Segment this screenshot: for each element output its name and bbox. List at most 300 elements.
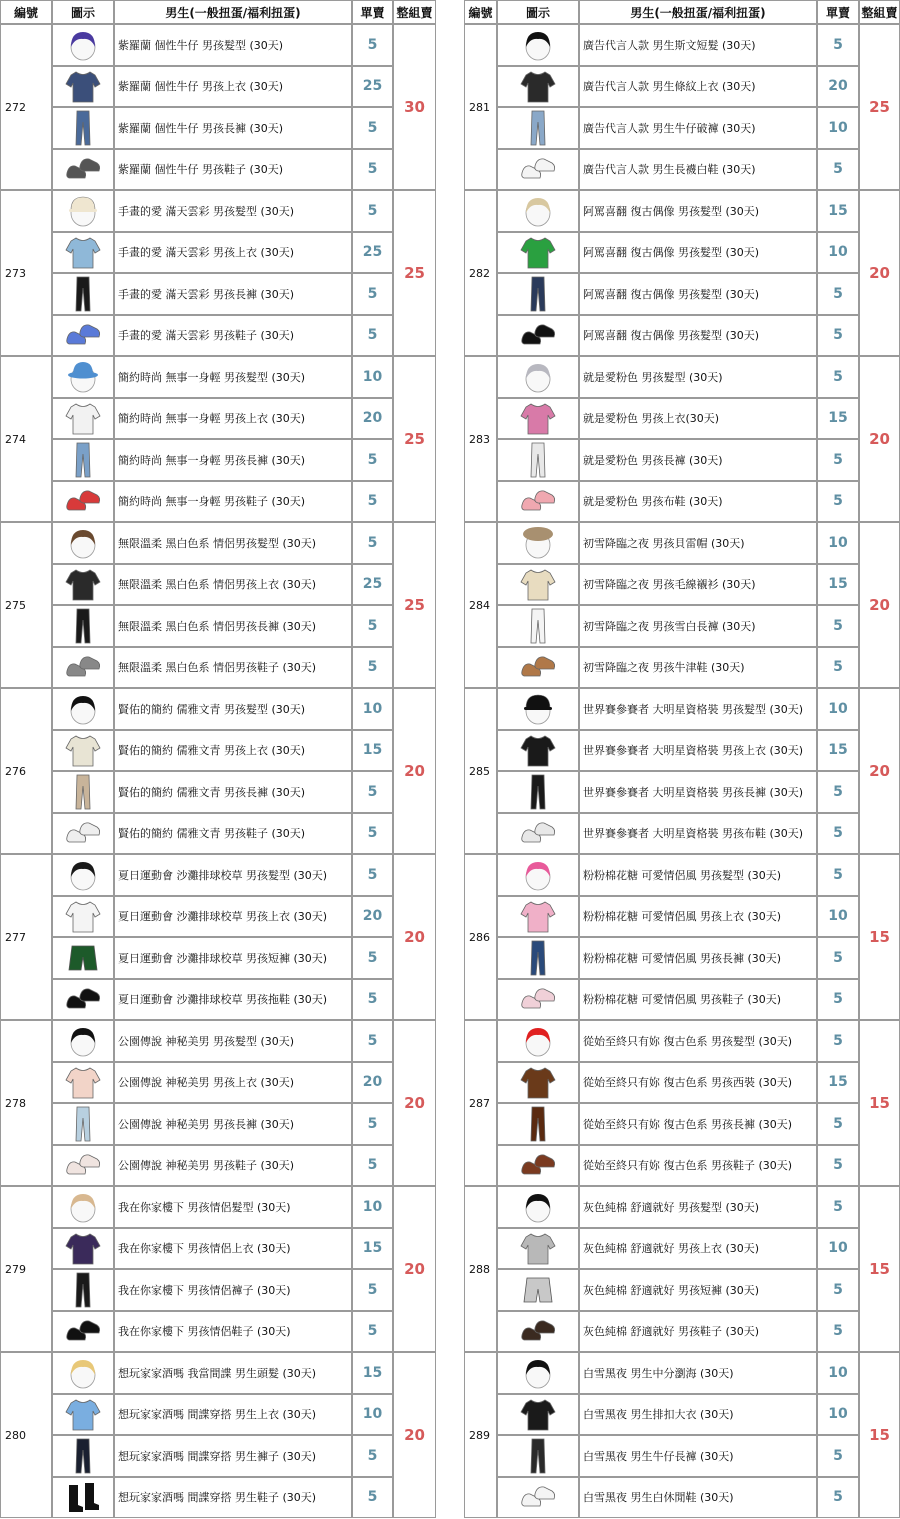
item-name: 公園傳說 神秘美男 男孩鞋子 (30天) bbox=[114, 1145, 352, 1187]
unit-price: 5 bbox=[352, 1145, 393, 1187]
unit-price: 5 bbox=[352, 647, 393, 689]
column-header-image: 圖示 bbox=[52, 0, 114, 24]
unit-price: 10 bbox=[817, 688, 859, 730]
shoes-icon bbox=[518, 979, 558, 1019]
item-name: 從始至終只有妳 復古色系 男孩長褲 (30天) bbox=[579, 1103, 817, 1145]
item-name: 賢佑的簡約 儒雅文青 男孩長褲 (30天) bbox=[114, 771, 352, 813]
pants-icon bbox=[518, 938, 558, 978]
column-header-name: 男生(一般扭蛋/福利扭蛋) bbox=[114, 0, 352, 24]
unit-price: 5 bbox=[352, 771, 393, 813]
item-image bbox=[52, 66, 114, 108]
unit-price: 5 bbox=[817, 1145, 859, 1187]
unit-price: 15 bbox=[352, 730, 393, 772]
hair-icon bbox=[518, 25, 558, 65]
pants-icon bbox=[63, 274, 103, 314]
shoes-icon bbox=[63, 1145, 103, 1185]
item-image bbox=[497, 1435, 579, 1477]
item-name: 灰色純棉 舒適就好 男孩短褲 (30天) bbox=[579, 1269, 817, 1311]
shirt-icon bbox=[63, 564, 103, 604]
unit-price: 15 bbox=[352, 1352, 393, 1394]
unit-price: 5 bbox=[352, 1311, 393, 1353]
bundle-price: 25 bbox=[859, 24, 900, 190]
bundle-price: 20 bbox=[859, 522, 900, 688]
set-id: 276 bbox=[0, 688, 52, 854]
item-name: 紫羅蘭 個性牛仔 男孩鞋子 (30天) bbox=[114, 149, 352, 191]
item-image bbox=[52, 771, 114, 813]
item-name: 簡約時尚 無事一身輕 男孩長褲 (30天) bbox=[114, 439, 352, 481]
item-image bbox=[52, 1103, 114, 1145]
item-name: 手畫的愛 滿天雲彩 男孩鞋子 (30天) bbox=[114, 315, 352, 357]
shirt-icon bbox=[518, 398, 558, 438]
item-name: 賢佑的簡約 儒雅文青 男孩鞋子 (30天) bbox=[114, 813, 352, 855]
shirt-icon bbox=[518, 66, 558, 106]
column-header-id: 編號 bbox=[0, 0, 52, 24]
set-id: 277 bbox=[0, 854, 52, 1020]
item-name: 粉粉棉花糖 可愛情侶風 男孩鞋子 (30天) bbox=[579, 979, 817, 1021]
item-name: 無限溫柔 黑白色系 情侶男孩上衣 (30天) bbox=[114, 564, 352, 606]
column-header-name: 男生(一般扭蛋/福利扭蛋) bbox=[579, 0, 817, 24]
shoes-icon bbox=[63, 979, 103, 1019]
bundle-price: 25 bbox=[393, 522, 436, 688]
unit-price: 5 bbox=[352, 854, 393, 896]
item-image bbox=[52, 1145, 114, 1187]
unit-price: 5 bbox=[817, 813, 859, 855]
item-name: 就是愛粉色 男孩長褲 (30天) bbox=[579, 439, 817, 481]
item-image bbox=[497, 1228, 579, 1270]
unit-price: 10 bbox=[817, 896, 859, 938]
set-id: 273 bbox=[0, 190, 52, 356]
hair-icon bbox=[518, 855, 558, 895]
pants-icon bbox=[518, 1436, 558, 1476]
unit-price: 5 bbox=[817, 273, 859, 315]
item-image bbox=[52, 1062, 114, 1104]
item-name: 無限溫柔 黑白色系 情侶男孩長褲 (30天) bbox=[114, 605, 352, 647]
unit-price: 5 bbox=[817, 937, 859, 979]
shorts-icon bbox=[63, 938, 103, 978]
item-name: 阿罵喜翻 復古偶像 男孩髮型 (30天) bbox=[579, 315, 817, 357]
item-name: 簡約時尚 無事一身輕 男孩髮型 (30天) bbox=[114, 356, 352, 398]
hair-icon bbox=[63, 1353, 103, 1393]
unit-price: 10 bbox=[352, 1394, 393, 1436]
item-name: 夏日運動會 沙灘排球校草 男孩髮型 (30天) bbox=[114, 854, 352, 896]
item-image bbox=[497, 854, 579, 896]
unit-price: 10 bbox=[817, 107, 859, 149]
item-image bbox=[497, 1145, 579, 1187]
pants-icon bbox=[63, 1104, 103, 1144]
shirt-icon bbox=[518, 896, 558, 936]
set-id: 274 bbox=[0, 356, 52, 522]
item-name: 廣告代言人款 男生條紋上衣 (30天) bbox=[579, 66, 817, 108]
item-name: 灰色純棉 舒適就好 男孩鞋子 (30天) bbox=[579, 1311, 817, 1353]
item-name: 就是愛粉色 男孩布鞋 (30天) bbox=[579, 481, 817, 523]
item-name: 白雪黑夜 男生排扣大衣 (30天) bbox=[579, 1394, 817, 1436]
item-name: 初雪降臨之夜 男孩毛線襯衫 (30天) bbox=[579, 564, 817, 606]
item-image bbox=[497, 647, 579, 689]
shirt-icon bbox=[63, 1394, 103, 1434]
item-image bbox=[497, 24, 579, 66]
bundle-price: 20 bbox=[393, 1352, 436, 1518]
item-image bbox=[52, 730, 114, 772]
item-image bbox=[497, 937, 579, 979]
unit-price: 25 bbox=[352, 232, 393, 274]
item-name: 我在你家樓下 男孩情侶上衣 (30天) bbox=[114, 1228, 352, 1270]
item-name: 公園傳說 神秘美男 男孩上衣 (30天) bbox=[114, 1062, 352, 1104]
item-image bbox=[52, 937, 114, 979]
item-name: 想玩家家酒嗎 間諜穿搭 男生上衣 (30天) bbox=[114, 1394, 352, 1436]
item-image bbox=[497, 688, 579, 730]
column-header-bundle-price: 整組賣 bbox=[859, 0, 900, 24]
unit-price: 5 bbox=[817, 315, 859, 357]
unit-price: 5 bbox=[352, 439, 393, 481]
item-name: 我在你家樓下 男孩情侶褲子 (30天) bbox=[114, 1269, 352, 1311]
item-name: 紫羅蘭 個性牛仔 男孩髮型 (30天) bbox=[114, 24, 352, 66]
item-image bbox=[52, 1311, 114, 1353]
item-name: 手畫的愛 滿天雲彩 男孩長褲 (30天) bbox=[114, 273, 352, 315]
shirt-icon bbox=[518, 564, 558, 604]
bundle-price: 20 bbox=[859, 356, 900, 522]
unit-price: 5 bbox=[817, 481, 859, 523]
unit-price: 5 bbox=[352, 107, 393, 149]
item-name: 公園傳說 神秘美男 男孩髮型 (30天) bbox=[114, 1020, 352, 1062]
item-image bbox=[497, 315, 579, 357]
unit-price: 5 bbox=[352, 190, 393, 232]
set-id: 285 bbox=[464, 688, 497, 854]
set-id: 284 bbox=[464, 522, 497, 688]
shoes-icon bbox=[63, 315, 103, 355]
item-name: 粉粉棉花糖 可愛情侶風 男孩長褲 (30天) bbox=[579, 937, 817, 979]
item-name: 我在你家樓下 男孩情侶鞋子 (30天) bbox=[114, 1311, 352, 1353]
item-image bbox=[497, 564, 579, 606]
pants-icon bbox=[63, 606, 103, 646]
unit-price: 5 bbox=[817, 1186, 859, 1228]
item-name: 公園傳說 神秘美男 男孩長褲 (30天) bbox=[114, 1103, 352, 1145]
shoes-icon bbox=[518, 481, 558, 521]
hair-icon bbox=[63, 855, 103, 895]
item-image bbox=[52, 24, 114, 66]
unit-price: 15 bbox=[817, 564, 859, 606]
set-id: 283 bbox=[464, 356, 497, 522]
set-id: 275 bbox=[0, 522, 52, 688]
column-header-image: 圖示 bbox=[497, 0, 579, 24]
item-image bbox=[52, 232, 114, 274]
item-name: 世界賽參賽者 大明星資格裝 男孩上衣 (30天) bbox=[579, 730, 817, 772]
bundle-price: 15 bbox=[859, 1352, 900, 1518]
item-name: 夏日運動會 沙灘排球校草 男孩短褲 (30天) bbox=[114, 937, 352, 979]
pants-icon bbox=[518, 274, 558, 314]
item-name: 夏日運動會 沙灘排球校草 男孩拖鞋 (30天) bbox=[114, 979, 352, 1021]
unit-price: 5 bbox=[352, 1103, 393, 1145]
unit-price: 5 bbox=[817, 854, 859, 896]
shoes-icon bbox=[518, 1477, 558, 1517]
item-name: 簡約時尚 無事一身輕 男孩上衣 (30天) bbox=[114, 398, 352, 440]
item-name: 粉粉棉花糖 可愛情侶風 男孩髮型 (30天) bbox=[579, 854, 817, 896]
item-image bbox=[52, 1477, 114, 1519]
item-name: 世界賽參賽者 大明星資格裝 男孩長褲 (30天) bbox=[579, 771, 817, 813]
item-image bbox=[52, 1186, 114, 1228]
bundle-price: 20 bbox=[859, 688, 900, 854]
item-name: 世界賽參賽者 大明星資格裝 男孩髮型 (30天) bbox=[579, 688, 817, 730]
hair-icon bbox=[63, 523, 103, 563]
shoes-icon bbox=[63, 1311, 103, 1351]
pants-icon bbox=[518, 440, 558, 480]
item-name: 我在你家樓下 男孩情侶髮型 (30天) bbox=[114, 1186, 352, 1228]
unit-price: 25 bbox=[352, 564, 393, 606]
column-header-unit-price: 單賣 bbox=[817, 0, 859, 24]
item-image bbox=[497, 439, 579, 481]
pants-icon bbox=[518, 606, 558, 646]
set-id: 281 bbox=[464, 24, 497, 190]
shirt-icon bbox=[63, 896, 103, 936]
item-name: 阿罵喜翻 復古偶像 男孩髮型 (30天) bbox=[579, 190, 817, 232]
shorts-icon bbox=[518, 1270, 558, 1310]
unit-price: 15 bbox=[817, 730, 859, 772]
pants-icon bbox=[518, 108, 558, 148]
set-id: 286 bbox=[464, 854, 497, 1020]
unit-price: 5 bbox=[352, 315, 393, 357]
item-image bbox=[497, 522, 579, 564]
item-name: 阿罵喜翻 復古偶像 男孩髮型 (30天) bbox=[579, 273, 817, 315]
unit-price: 10 bbox=[817, 1228, 859, 1270]
unit-price: 5 bbox=[352, 24, 393, 66]
unit-price: 5 bbox=[352, 1269, 393, 1311]
pants-icon bbox=[518, 1104, 558, 1144]
unit-price: 5 bbox=[352, 813, 393, 855]
hair-icon bbox=[518, 357, 558, 397]
hair-icon bbox=[63, 1187, 103, 1227]
item-image bbox=[52, 398, 114, 440]
set-id: 280 bbox=[0, 1352, 52, 1518]
hair-icon bbox=[518, 1187, 558, 1227]
unit-price: 5 bbox=[352, 1020, 393, 1062]
cap-icon bbox=[63, 191, 103, 231]
item-name: 無限溫柔 黑白色系 情侶男孩髮型 (30天) bbox=[114, 522, 352, 564]
shirt-icon bbox=[518, 730, 558, 770]
item-image bbox=[52, 647, 114, 689]
item-name: 廣告代言人款 男生長襪白鞋 (30天) bbox=[579, 149, 817, 191]
set-id: 289 bbox=[464, 1352, 497, 1518]
item-image bbox=[52, 1020, 114, 1062]
unit-price: 5 bbox=[817, 605, 859, 647]
unit-price: 5 bbox=[352, 522, 393, 564]
shoes-icon bbox=[518, 149, 558, 189]
unit-price: 5 bbox=[817, 1435, 859, 1477]
hair-icon bbox=[63, 25, 103, 65]
unit-price: 15 bbox=[817, 1062, 859, 1104]
unit-price: 5 bbox=[352, 605, 393, 647]
item-image bbox=[497, 1352, 579, 1394]
item-name: 紫羅蘭 個性牛仔 男孩上衣 (30天) bbox=[114, 66, 352, 108]
item-name: 廣告代言人款 男生斯文短髮 (30天) bbox=[579, 24, 817, 66]
shirt-icon bbox=[63, 232, 103, 272]
shirt-icon bbox=[518, 1228, 558, 1268]
shirt-icon bbox=[518, 1394, 558, 1434]
item-name: 就是愛粉色 男孩髮型 (30天) bbox=[579, 356, 817, 398]
item-image bbox=[497, 107, 579, 149]
item-image bbox=[52, 564, 114, 606]
item-image bbox=[52, 1435, 114, 1477]
item-image bbox=[52, 481, 114, 523]
unit-price: 5 bbox=[352, 1477, 393, 1519]
hair-icon bbox=[518, 1353, 558, 1393]
pants-icon bbox=[63, 772, 103, 812]
item-name: 想玩家家酒嗎 我當間諜 男生頭髮 (30天) bbox=[114, 1352, 352, 1394]
unit-price: 5 bbox=[817, 1311, 859, 1353]
unit-price: 10 bbox=[817, 522, 859, 564]
shoes-icon bbox=[63, 149, 103, 189]
item-image bbox=[52, 149, 114, 191]
item-image bbox=[497, 813, 579, 855]
set-id: 288 bbox=[464, 1186, 497, 1352]
item-image bbox=[52, 1269, 114, 1311]
item-name: 阿罵喜翻 復古偶像 男孩髮型 (30天) bbox=[579, 232, 817, 274]
set-id: 279 bbox=[0, 1186, 52, 1352]
shirt-icon bbox=[63, 66, 103, 106]
shirt-icon bbox=[518, 1062, 558, 1102]
shirt-icon bbox=[518, 232, 558, 272]
item-image bbox=[52, 315, 114, 357]
item-name: 世界賽參賽者 大明星資格裝 男孩布鞋 (30天) bbox=[579, 813, 817, 855]
item-name: 從始至終只有妳 復古色系 男孩髮型 (30天) bbox=[579, 1020, 817, 1062]
item-name: 賢佑的簡約 儒雅文青 男孩上衣 (30天) bbox=[114, 730, 352, 772]
set-id: 287 bbox=[464, 1020, 497, 1186]
item-name: 灰色純棉 舒適就好 男孩髮型 (30天) bbox=[579, 1186, 817, 1228]
item-image bbox=[52, 605, 114, 647]
unit-price: 5 bbox=[817, 647, 859, 689]
hair-icon bbox=[63, 689, 103, 729]
item-image bbox=[52, 688, 114, 730]
unit-price: 5 bbox=[352, 1435, 393, 1477]
unit-price: 20 bbox=[352, 896, 393, 938]
item-image bbox=[52, 273, 114, 315]
unit-price: 10 bbox=[817, 1394, 859, 1436]
item-image bbox=[52, 356, 114, 398]
item-image bbox=[52, 1394, 114, 1436]
item-image bbox=[497, 1186, 579, 1228]
item-name: 簡約時尚 無事一身輕 男孩鞋子 (30天) bbox=[114, 481, 352, 523]
unit-price: 15 bbox=[817, 398, 859, 440]
unit-price: 10 bbox=[352, 356, 393, 398]
shoes-icon bbox=[518, 1311, 558, 1351]
shoes-icon bbox=[63, 481, 103, 521]
set-id: 272 bbox=[0, 24, 52, 190]
shoes-icon bbox=[63, 647, 103, 687]
pants-icon bbox=[63, 1436, 103, 1476]
cap-icon bbox=[518, 689, 558, 729]
unit-price: 10 bbox=[352, 1186, 393, 1228]
unit-price: 5 bbox=[352, 273, 393, 315]
unit-price: 5 bbox=[352, 481, 393, 523]
item-image bbox=[497, 1103, 579, 1145]
item-image bbox=[497, 1477, 579, 1519]
unit-price: 5 bbox=[817, 1477, 859, 1519]
shoes-icon bbox=[63, 813, 103, 853]
shirt-icon bbox=[63, 1228, 103, 1268]
hair-icon bbox=[518, 191, 558, 231]
shoes-icon bbox=[518, 1145, 558, 1185]
unit-price: 5 bbox=[817, 979, 859, 1021]
bundle-price: 15 bbox=[859, 854, 900, 1020]
item-name: 廣告代言人款 男生牛仔破褲 (30天) bbox=[579, 107, 817, 149]
item-image bbox=[52, 1228, 114, 1270]
item-image bbox=[497, 1062, 579, 1104]
beret-icon bbox=[518, 523, 558, 563]
unit-price: 20 bbox=[352, 1062, 393, 1104]
bundle-price: 20 bbox=[393, 1020, 436, 1186]
bundle-price: 20 bbox=[393, 1186, 436, 1352]
item-name: 白雪黑夜 男生白休閒鞋 (30天) bbox=[579, 1477, 817, 1519]
item-image bbox=[497, 273, 579, 315]
unit-price: 5 bbox=[817, 1269, 859, 1311]
shoes-icon bbox=[518, 315, 558, 355]
item-image bbox=[52, 190, 114, 232]
column-header-unit-price: 單賣 bbox=[352, 0, 393, 24]
set-id: 282 bbox=[464, 190, 497, 356]
hair-icon bbox=[63, 1021, 103, 1061]
unit-price: 5 bbox=[352, 937, 393, 979]
item-name: 白雪黑夜 男生牛仔長褲 (30天) bbox=[579, 1435, 817, 1477]
item-image bbox=[52, 439, 114, 481]
item-image bbox=[497, 771, 579, 813]
item-image bbox=[52, 896, 114, 938]
item-name: 白雪黑夜 男生中分瀏海 (30天) bbox=[579, 1352, 817, 1394]
pants-icon bbox=[63, 1270, 103, 1310]
item-image bbox=[497, 730, 579, 772]
bundle-price: 20 bbox=[393, 688, 436, 854]
pants-icon bbox=[63, 108, 103, 148]
item-image bbox=[52, 107, 114, 149]
unit-price: 15 bbox=[352, 1228, 393, 1270]
unit-price: 20 bbox=[817, 66, 859, 108]
item-image bbox=[497, 149, 579, 191]
unit-price: 25 bbox=[352, 66, 393, 108]
unit-price: 5 bbox=[352, 979, 393, 1021]
item-name: 灰色純棉 舒適就好 男孩上衣 (30天) bbox=[579, 1228, 817, 1270]
item-name: 初雪降臨之夜 男孩牛津鞋 (30天) bbox=[579, 647, 817, 689]
column-header-id: 編號 bbox=[464, 0, 497, 24]
item-image bbox=[497, 356, 579, 398]
item-image bbox=[497, 896, 579, 938]
unit-price: 5 bbox=[817, 771, 859, 813]
item-image bbox=[497, 190, 579, 232]
item-name: 無限溫柔 黑白色系 情侶男孩鞋子 (30天) bbox=[114, 647, 352, 689]
item-image bbox=[497, 481, 579, 523]
bundle-price: 25 bbox=[393, 356, 436, 522]
bundle-price: 20 bbox=[393, 854, 436, 1020]
unit-price: 5 bbox=[817, 439, 859, 481]
shirt-icon bbox=[63, 730, 103, 770]
set-id: 278 bbox=[0, 1020, 52, 1186]
item-name: 從始至終只有妳 復古色系 男孩西裝 (30天) bbox=[579, 1062, 817, 1104]
unit-price: 20 bbox=[352, 398, 393, 440]
item-image bbox=[497, 1269, 579, 1311]
item-name: 從始至終只有妳 復古色系 男孩鞋子 (30天) bbox=[579, 1145, 817, 1187]
item-name: 紫羅蘭 個性牛仔 男孩長褲 (30天) bbox=[114, 107, 352, 149]
unit-price: 5 bbox=[817, 1020, 859, 1062]
shoes-icon bbox=[518, 813, 558, 853]
item-image bbox=[497, 66, 579, 108]
bundle-price: 15 bbox=[859, 1020, 900, 1186]
bundle-price: 25 bbox=[393, 190, 436, 356]
bundle-price: 20 bbox=[859, 190, 900, 356]
item-image bbox=[52, 979, 114, 1021]
item-image bbox=[497, 979, 579, 1021]
item-name: 初雪降臨之夜 男孩貝雷帽 (30天) bbox=[579, 522, 817, 564]
item-image bbox=[52, 522, 114, 564]
item-name: 粉粉棉花糖 可愛情侶風 男孩上衣 (30天) bbox=[579, 896, 817, 938]
item-name: 想玩家家酒嗎 間諜穿搭 男生鞋子 (30天) bbox=[114, 1477, 352, 1519]
column-header-bundle-price: 整組賣 bbox=[393, 0, 436, 24]
pants-icon bbox=[63, 440, 103, 480]
